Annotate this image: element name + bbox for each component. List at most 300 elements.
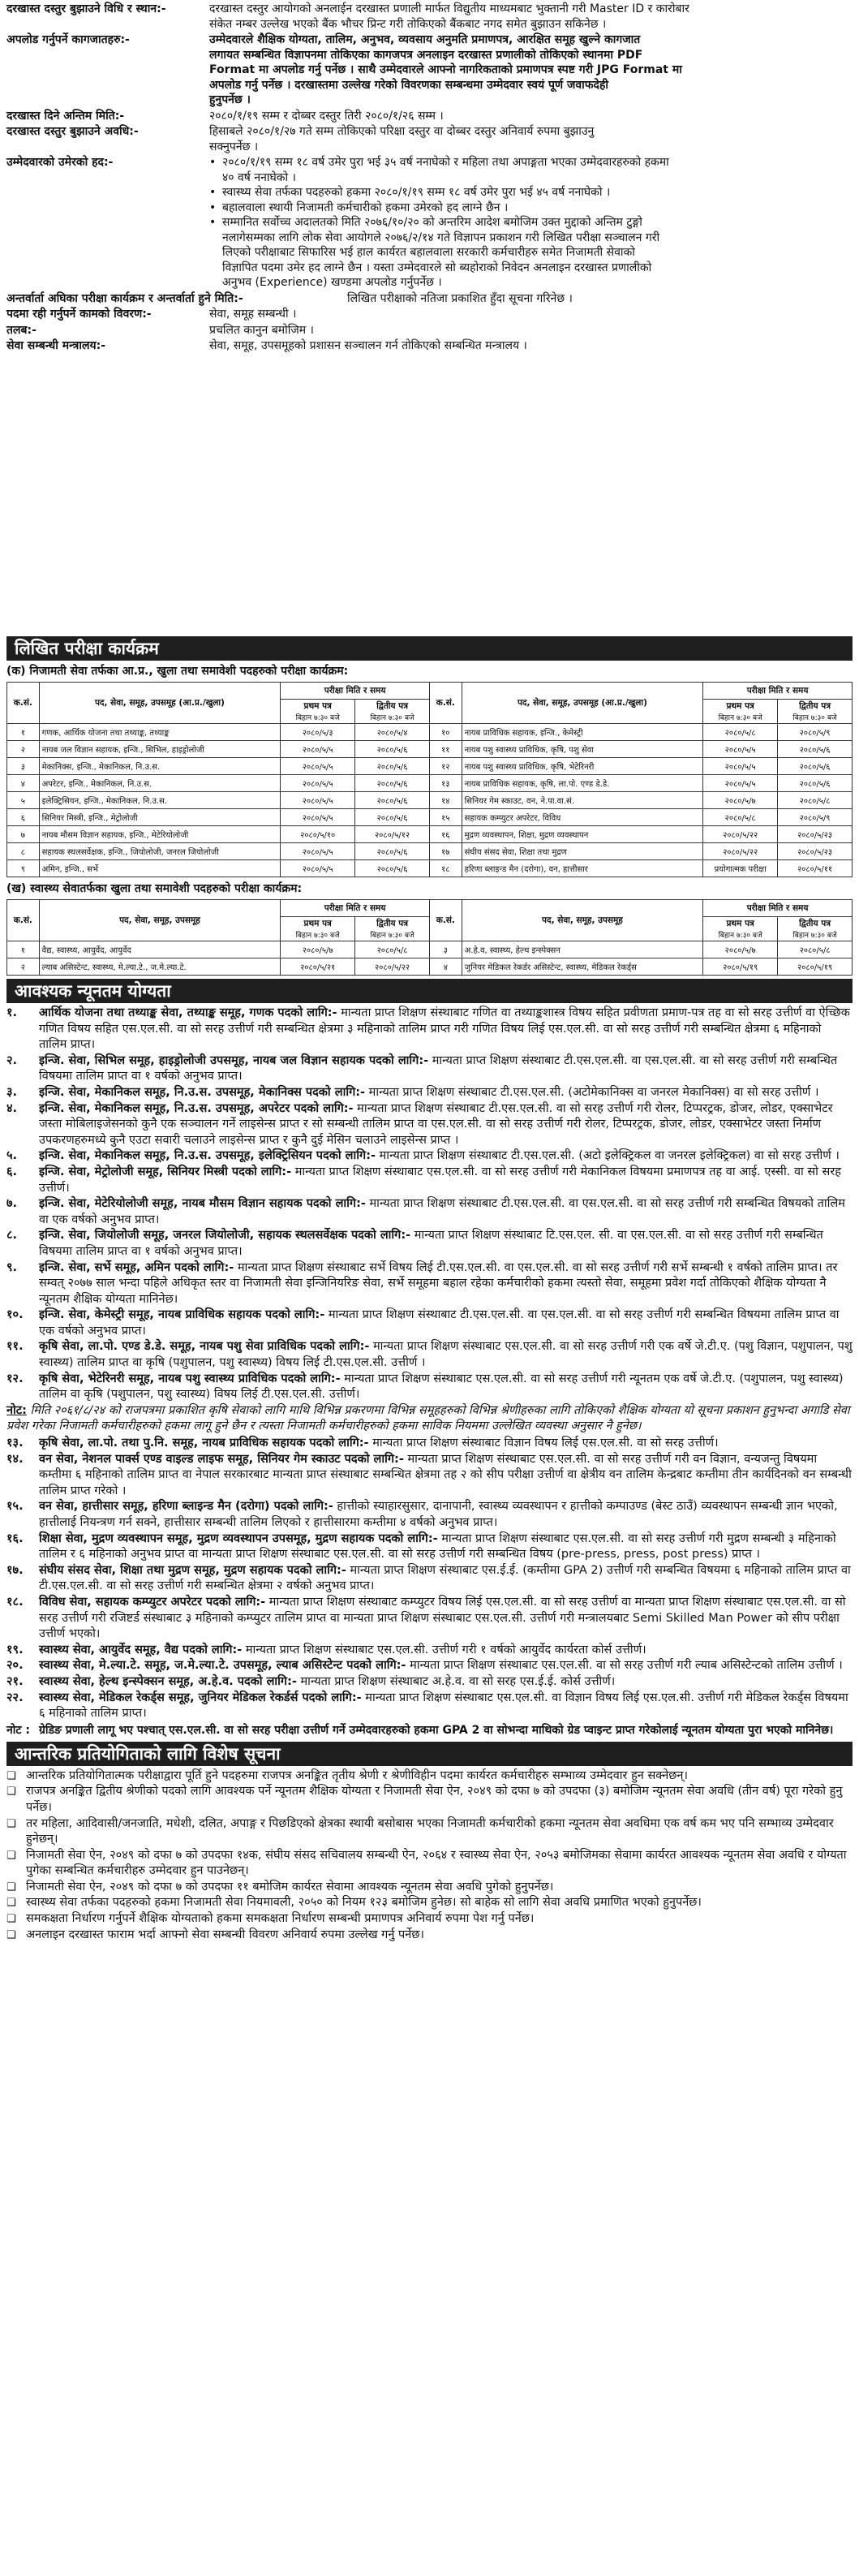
- list-item: लिएको परीक्षाबाट सिफारिस भई हाल कार्यरत बहालवाला सरकारी कर्मचारीहरु समेत निजामती सेवाको: [222, 246, 635, 259]
- cell-sn: ९: [7, 860, 40, 877]
- cell-sn: ४: [429, 958, 462, 976]
- list-item: • सम्मानित सर्वोच्च अदालतको मिति २०७६/१०/२० को अन्तरिम आदेश बमोजिम उक्त मुद्दाको अन्तिम टुङ्गो: [209, 216, 642, 229]
- fee-period-line: सक्नुपर्नेछ ।: [209, 140, 259, 153]
- list-item: [6, 1816, 853, 1848]
- col-sn: क.सं.: [429, 683, 462, 724]
- cell-post: वैद्य, स्वास्थ्य, आयुर्वेद, आयुर्वेद: [39, 941, 281, 958]
- list-item: [6, 1895, 853, 1911]
- item-number: ५.: [6, 1149, 18, 1163]
- col-paper-2: द्वितीय पत्र बिहान ७:३० बजे: [778, 700, 853, 724]
- table-row: [7, 860, 853, 877]
- job-desc-value: सेवा, समूह सम्बन्धी ।: [209, 308, 297, 321]
- exam-table-b: [6, 899, 853, 976]
- item-text: [39, 1085, 853, 1101]
- exam-sub-a: (क) निजामती सेवा तर्फका आ.प्र., खुला तथा समावेशी पदहरुको परीक्षा कार्यक्रम:: [6, 665, 349, 678]
- item-number: १७.: [6, 1563, 24, 1577]
- cell-paper-2: २०८०/५/६: [355, 809, 430, 826]
- item-heading: इन्जि. सेवा, मेटेरियोलोजी समूह, नायब मौसम विज्ञान सहायक पदको लागि:-: [39, 1197, 366, 1211]
- table-row: [7, 792, 853, 809]
- item-number: ३.: [6, 1085, 18, 1099]
- cell-paper-1: २०८०/५/२२: [703, 843, 778, 860]
- cell-paper-2: २०८०/५/९: [778, 724, 853, 741]
- ministry-value: सेवा, समूह, उपसमूहको प्रशासन सञ्चालन गर्न तोकिएको सम्बन्धित मन्त्रालय ।: [209, 339, 527, 352]
- cell-paper-1: २०८०/५/२१: [281, 958, 355, 976]
- item-text: आन्तरिक प्रतियोगितात्मक परीक्षाद्वारा पूर्ति हुने पदहरुमा राजपत्र अनङ्कित तृतीय श्रेणी र श्रेणीविहीन पदमा कार्यरत कर्मचारीहरु सम्भाव्य उम्मेदवार हुन सक्नेछन्।: [26, 1768, 688, 1782]
- cell-paper-2: २०८०/५/६: [355, 843, 430, 860]
- list-item: [6, 1053, 853, 1085]
- grade-note: [6, 1722, 853, 1738]
- item-heading: कृषि सेवा, ला.पो. एण्ड डे.डे. समूह, नायब पशु सेवा प्राविधिक पदको लागि:-: [39, 1340, 370, 1354]
- item-heading: कृषि सेवा, ला.पो. तथा पु.नि. समूह, नायब प्राविधिक सहायक पदको लागि:-: [39, 1437, 369, 1450]
- table-row: [7, 843, 853, 860]
- cell-sn: ४: [7, 775, 40, 792]
- salary-value: प्रचलित कानुन बमोजिम ।: [209, 323, 314, 337]
- cell-post: अमिन, इन्जि., सर्भे: [39, 860, 281, 877]
- item-body: मान्यता प्राप्त शिक्षण संस्थाबाट कम्प्युटर विषय लिई एस.एल.सी. वा सो सरह उत्तीर्ण वा मान्यता प्राप्त शिक्षण संस्थाबाट एस.एल.सी. वा सो सरह उत्तीर्ण गरी रजिष्टर्ड संस्थाबाट ३ महिनाको कम्प्युटर तालिम प्राप्त वा मान्यता प्राप्त शिक्षण संस्थाबाट एस.एल.सी. उत्तीर्ण गरी मन्त्रालयबाट Semi Skilled Man Power को सीप परीक्षा उत्तीर्ण भएको।: [39, 1595, 846, 1641]
- table-row: [7, 724, 853, 741]
- upload-docs-line: उम्मेदवारले शैक्षिक योग्यता, तालिम, अनुभव, व्यवसाय अनुमति प्रमाणपत्र, आरक्षित समूह खुल्ने कागजात: [209, 33, 641, 46]
- item-number: १६.: [6, 1531, 24, 1545]
- item-heading: इन्जि. सेवा, केमेस्ट्री समूह, नायब प्राविधिक सहायक पदको लागि:-: [39, 1308, 325, 1322]
- cell-sn: ७: [7, 826, 40, 843]
- list-item: [6, 1784, 853, 1816]
- item-heading: इन्जि. सेवा, सिभिल समूह, हाइड्रोलोजी उपसमूह, नायब जल विज्ञान सहायक पदको लागि:-: [39, 1053, 429, 1067]
- item-body: हात्तीको स्याहारसुसार, दानापानी, स्वास्थ्य व्यवस्थापन र हात्तीको कम्पाउण्ड (बेस्ट ठाउँ) व्यवस्थापन सम्बन्धी ज्ञान भएको, हात्तीलाई नियन्त्रण गर्न सक्ने, हात्तीसार सम्बन्धी तालिम लिएको र हात्तीसारमा कम्तीमा ४ वर्षको अनुभव प्राप्त।: [39, 1500, 838, 1529]
- item-text: [39, 1436, 853, 1452]
- list-item: [6, 1595, 853, 1643]
- cell-post: सिनियर मिस्त्री, इन्जि., मेट्रोलोजी: [39, 809, 281, 826]
- cell-post: जुनियर मेडिकल रेकर्डर असिस्टेन्ट, स्वास्थ्य, मेडिकल रेकर्ड्स: [462, 958, 703, 976]
- upload-docs-label: अपलोड गर्नुपर्ने कागजातहरु:-: [6, 33, 130, 46]
- fee-period-label: दरखास्त दस्तुर बुझाउने अवधि:-: [6, 125, 139, 138]
- item-body: मान्यता प्राप्त शिक्षण संस्थाबाट टी.एस.एल.सी. (अटोमेकानिक्स वा जनरल मेकानिक्स) वा सो सरह उत्तीर्ण ।: [368, 1085, 819, 1099]
- item-text: [39, 1196, 853, 1228]
- cell-post: नायब पशु स्वास्थ्य प्राविधिक, कृषि, भेटेरिनरी: [462, 758, 703, 775]
- cell-paper-2: २०८०/५/१९: [778, 958, 853, 976]
- col-sn: क.सं.: [429, 900, 462, 941]
- item-number: २१.: [6, 1674, 24, 1688]
- col-post: पद, सेवा, समूह, उपसमूह: [462, 900, 703, 941]
- item-body: मान्यता प्राप्त शिक्षण संस्थाबाट टी.एस.एल.सी. वा एस.एल.सी. वा सो सरह उत्तीर्ण गरी सम्बन्धित विषयमा तालिम प्राप्त वा १ वर्षको अनुभव प्राप्त।: [39, 1053, 838, 1083]
- fee-method-line: संकेत नम्बर उल्लेख भएको बैंक भौचर प्रिन्ट गरी तोकिएको बैंकबाट नगद समेत बुझाउन सकिनेछ ।: [209, 17, 607, 31]
- col-date: परीक्षा मिति र समय: [281, 683, 430, 700]
- qualification-section-title: आवश्यक न्यूनतम योग्यता: [6, 979, 853, 1003]
- cell-paper-1: २०८०/५/५: [281, 758, 355, 775]
- cell-post: मेकानिक्स, इन्जि., मेकानिकल, नि.उ.स.: [39, 758, 281, 775]
- list-item: विज्ञापित पदमा उमेर हद लाग्ने छैन । यस्ता उम्मेदवारले सो ब्यहोराको निवेदन अनलाइन दरखास्त प्रणालीको: [222, 261, 652, 274]
- item-body: मान्यता प्राप्त शिक्षण संस्थाबाट टि.एस.एल. सी. वा एस.एल.सी. वा सो सरह उत्तीर्ण गरी सम्बन्धित विषयमा तालिम प्राप्त वा १ वर्षको अनुभव प्राप्त।: [39, 1229, 823, 1258]
- item-body: मान्यता प्राप्त शिक्षण संस्थाबाट सर्भे विषय लिई टी.एस.एल.सी. वा एस.एल.सी. वा सो सरह उत्तीर्ण गरी सर्भे सम्बन्धी १ वर्षको तालिम प्राप्त। तर सम्वत् २०७७ साल भन्दा पहिले अधिकृत स्तर वा निजामती सेवा इन्जिनियरिङ सेवा, सर्भे समूहमा बहाल रहेका कर्मचारीको हकमा त्यस्तो सेवा, समूहमा प्रवेश गर्दा तोकिएको शैक्षिक योग्यता नै न्यूनतम शैक्षिक योग्यता मानिनेछ।: [39, 1260, 838, 1306]
- col-sn: क.सं.: [7, 683, 40, 724]
- item-number: १२.: [6, 1372, 24, 1385]
- table-row: [7, 958, 853, 976]
- cell-sn: १: [7, 941, 40, 958]
- item-heading: संघीय संसद सेवा, शिक्षा तथा मुद्रण समूह, मुद्रण सहायक पदको लागि:-: [39, 1563, 346, 1577]
- list-item: [6, 1148, 853, 1165]
- cell-sn: १: [7, 724, 40, 741]
- cell-paper-1: प्रयोगात्मक परीक्षा: [703, 860, 778, 877]
- item-heading: विविध सेवा, सहायक कम्प्युटर अपरेटर पदको लागि:-: [39, 1595, 266, 1609]
- list-item: [6, 1691, 853, 1722]
- item-text: [39, 1053, 853, 1085]
- item-number: ४.: [6, 1101, 18, 1115]
- interview-label: अन्तर्वार्ता अघिका परीक्षा कार्यक्रम र अन्तर्वार्ता हुने मिति:-: [6, 291, 243, 305]
- age-limit-label: उम्मेदवारको उमेरको हद:-: [6, 156, 114, 169]
- item-number: १३.: [6, 1437, 24, 1450]
- cell-paper-2: २०८०/५/८: [355, 941, 430, 958]
- item-body: मान्यता प्राप्त शिक्षण संस्थाबाट अ.हे.व. वा सो सरह एस.ई.ई. कोर्स उत्तीर्ण।: [300, 1674, 616, 1688]
- item-text: [39, 1307, 853, 1339]
- upload-docs-row: [6, 32, 853, 108]
- table-row: [7, 775, 853, 792]
- list-item: • बहालवाला स्थायी निजामती कर्मचारीको हकमा उमेरको हद लाग्ने छैन ।: [209, 200, 509, 214]
- checkbox-bullet-icon: ❏: [6, 1880, 16, 1893]
- item-body: मान्यता प्राप्त शिक्षण संस्थाबाट एस.एल.सी. वा सो सरह उत्तीर्ण गरी मुद्रण सम्बन्धी ३ महिनाको तालिम र ६ महिनाको अनुभव प्राप्त वा मान्यता प्राप्त शिक्षण संस्थाबाट एस.एल.सी. वा सो सरह उत्तीर्ण गरी सम्बन्धित विषय (pre-press, press, post press) प्राप्त ।: [39, 1531, 836, 1562]
- cell-paper-1: २०८०/५/१९: [703, 958, 778, 976]
- cell-paper-2: २०८०/५/६: [355, 741, 430, 758]
- list-item: [6, 1658, 853, 1674]
- col-sn: क.सं.: [7, 900, 40, 941]
- cell-paper-1: २०८०/५/५: [703, 775, 778, 792]
- upload-docs-line: लगायत सम्बन्धित विज्ञापनमा तोकिएका कागजपत्र अनलाइन दरखास्त प्रणालीको तोकिएको स्थानमा PDF: [209, 48, 643, 62]
- cell-post: अ.हे.व, स्वास्थ्य, हेल्थ इन्स्पेक्सन: [462, 941, 703, 958]
- cell-post: इलेक्ट्रिसियन, इन्जि., मेकानिकल, नि.उ.स.: [39, 792, 281, 809]
- item-text: [39, 1674, 853, 1691]
- cell-paper-1: २०८०/५/५: [703, 758, 778, 775]
- item-text: निजामती सेवा ऐन, २०४९ को दफा ७ को उपदफा १४क, संघीय संसद सचिवालय सम्बन्धी ऐन, २०६४ र स्वास्थ्य सेवा ऐन, २०५३ बमोजिमका सेवामा कार्यरत आवश्यक न्यूनतम सेवा अवधि र योग्यता पुगेका सम्बन्धित कर्मचारीहरु उम्मेदवार हुन पाउनेछन्।: [26, 1848, 847, 1878]
- list-item: [6, 1531, 853, 1563]
- item-body: मान्यता प्राप्त शिक्षण संस्थाबाट विज्ञान विषय लिई एस.एल.सी. वा सो सरह उत्तीर्ण।: [372, 1437, 719, 1450]
- col-paper-2: द्वितीय पत्र बिहान ७:३० बजे: [355, 700, 430, 724]
- table-row: [7, 741, 853, 758]
- cell-paper-2: २०८०/५/६: [355, 775, 430, 792]
- item-text: [39, 1499, 853, 1531]
- item-number: ११.: [6, 1340, 24, 1354]
- item-body: मान्यता प्राप्त शिक्षण संस्थाबाट गणित वा तथ्याङ्कशास्त्र विषय सहित प्रवीणता प्रमाण-पत्र तह वा सो सरह उत्तीर्ण वा ऐच्छिक गणित विषय सहित एस.एल.सी. वा सो सरह उत्तीर्ण गरी सम्बन्धित क्षेत्रमा ३ महिनाको तालिम प्राप्त गरी गणित विषय लिई एस.एल.सी. वा सो सरह उत्तीर्ण गरी सम्बन्धित क्षेत्रमा ६ महिनाको तालिम प्राप्त।: [39, 1006, 850, 1052]
- item-body: मान्यता प्राप्त शिक्षण संस्थाबाट टी.एस.एल.सी. वा सो सरह उत्तीर्ण गरी रोलर, टिप्परट्रक, डोजर, लोडर, एक्साभेटर जस्ता मोबिलाइजेसनको कुनै एक सञ्चालन गर्ने लाइसेन्स प्राप्त र सो सम्बन्धी तालिम प्राप्त वा एस.एल.सी. वा सो सरह उत्तीर्ण गरी रोलर, टिप्परट्रक, डोजर, लोडर, एक्साभेटर जस्ता निर्माण उपकरणहरुमध्ये कुनै एउटा सवारी चलाउने लाइसेन्स प्राप्त र कुनै दुई मेसिन चलाउने लाइसेन्स प्राप्त ।: [39, 1101, 833, 1147]
- list-item: [6, 1339, 853, 1371]
- item-text: [39, 1595, 853, 1643]
- table-row: [7, 758, 853, 775]
- fee-method-line: दरखास्त दस्तुर आयोगको अनलाईन दरखास्त प्रणाली मार्फत विद्युतीय माध्यमबाट भुक्तानी गरी Master ID र कारोबार: [209, 2, 689, 15]
- table-row: [7, 941, 853, 958]
- item-text: [39, 1531, 853, 1563]
- item-body: मान्यता प्राप्त शिक्षण संस्थाबाट एस.एल.सी. वा सो सरह उत्तीर्ण गरी वन विज्ञान, वन्यजन्तु विषयमा कम्तीमा ६ महिनाको तालिम प्राप्त वा नेपाल सरकारबाट मान्यता प्राप्त संस्थाबाट सम्बन्धित क्षेत्रमा तह २ को सीप परीक्षा उत्तीर्ण वा क्षेत्रीय वन तालिम केन्द्रबाट कम्तीमा तीन कार्यदिनको वन सम्बन्धी तालिम प्राप्त गरेको ।: [39, 1452, 852, 1497]
- item-number: १४.: [6, 1452, 24, 1466]
- cell-post: ल्याब असिस्टेन्ट, स्वास्थ्य, मे.ल्या.टे., ज.मे.ल्या.टे.: [39, 958, 281, 976]
- col-paper-1: प्रथम पत्र बिहान ७:३० बजे: [703, 917, 778, 941]
- item-number: २२.: [6, 1691, 24, 1704]
- cell-post: सहायक स्थलसर्वेक्षक, इन्जि., जियोलोजी, जनरल जियोलोजी: [39, 843, 281, 860]
- list-item: [6, 1452, 853, 1500]
- ministry-row: [6, 338, 853, 354]
- checkbox-bullet-icon: ❏: [6, 1913, 16, 1926]
- cell-paper-2: २०८०/५/२३: [778, 843, 853, 860]
- cell-paper-1: २०८०/५/७: [703, 941, 778, 958]
- item-text: [39, 1339, 853, 1371]
- cell-paper-1: २०८०/५/५: [281, 741, 355, 758]
- col-date: परीक्षा मिति र समय: [703, 683, 853, 700]
- ministry-label: सेवा सम्बन्धी मन्त्रालय:-: [6, 339, 106, 352]
- deadline-value: २०८०/१/१९ सम्म र दोब्बर दस्तुर तिरी २०८०/१/२६ सम्म ।: [209, 109, 444, 123]
- cell-paper-2: २०८०/५/६: [355, 792, 430, 809]
- deadline-label: दरखास्त दिने अन्तिम मिति:-: [6, 109, 125, 123]
- cell-paper-1: २०८०/५/५: [281, 775, 355, 792]
- cell-paper-2: २०८०/५/१२: [355, 826, 430, 843]
- item-text: [39, 1643, 853, 1659]
- col-date: परीक्षा मिति र समय: [703, 900, 853, 917]
- checkbox-bullet-icon: ❏: [6, 1928, 16, 1941]
- list-item: [6, 1436, 853, 1452]
- item-heading: वन सेवा, हात्तीसार समूह, हरिणा ब्लाइन्ड मैन (दरोगा) पदको लागि:-: [39, 1500, 333, 1514]
- item-number: १९.: [6, 1643, 24, 1656]
- cell-paper-2: २०८०/५/८: [778, 792, 853, 809]
- special-section-title: आन्तरिक प्रतियोगिताको लागि विशेष सूचना: [6, 1742, 853, 1766]
- cell-paper-2: २०८०/५/८: [778, 941, 853, 958]
- item-number: १८.: [6, 1595, 24, 1609]
- list-item: [6, 1880, 853, 1896]
- cell-paper-2: २०८०/५/११: [778, 860, 853, 877]
- cell-paper-2: २०८०/५/६: [355, 758, 430, 775]
- item-heading: कृषि सेवा, भेटेरिनरी समूह, नायब पशु स्वास्थ्य प्राविधिक पदको लागि:-: [39, 1372, 341, 1385]
- fee-period-row: [6, 124, 853, 154]
- cell-paper-1: २०८०/५/५: [281, 860, 355, 877]
- cell-sn: ८: [7, 843, 40, 860]
- cell-post: संघीय संसद सेवा, शिक्षा तथा मुद्रण: [462, 843, 703, 860]
- list-item: [6, 1499, 853, 1531]
- cell-paper-1: २०८०/५/२२: [703, 826, 778, 843]
- cell-post: नायब जल विज्ञान सहायक, इन्जि., सिभिल, हाइड्रोलोजी: [39, 741, 281, 758]
- cell-sn: १०: [429, 724, 462, 741]
- checkbox-bullet-icon: ❏: [6, 1817, 16, 1830]
- col-paper-1: प्रथम पत्र बिहान ७:३० बजे: [703, 700, 778, 724]
- item-body: मान्यता प्राप्त शिक्षण संस्थाबाट टी.एस.एल.सी. (अटो इलेक्ट्रिकल वा जनरल इलेक्ट्रिकल) वा सो सरह उत्तीर्ण ।: [379, 1149, 840, 1163]
- age-limit-list: [209, 155, 853, 291]
- cell-paper-1: २०८०/५/३: [281, 724, 355, 741]
- agriculture-note: [6, 1403, 853, 1435]
- item-number: १०.: [6, 1308, 24, 1322]
- cell-paper-1: २०८०/५/७: [281, 941, 355, 958]
- item-text: [39, 1148, 853, 1165]
- col-paper-1: प्रथम पत्र बिहान ७:३० बजे: [281, 917, 355, 941]
- cell-post: सिनियर गेम स्काउट, वन, ने.पा.वा.सं.: [462, 792, 703, 809]
- deadline-row: [6, 109, 853, 124]
- cell-post: अपरेटर, इन्जि., मेकानिकल, नि.उ.स.: [39, 775, 281, 792]
- salary-row: [6, 323, 853, 338]
- cell-paper-2: २०८०/५/९: [778, 809, 853, 826]
- item-heading: शिक्षा सेवा, मुद्रण व्यवस्थापन समूह, मुद्रण व्यवस्थापन उपसमूह, मुद्रण सहायक पदको लागि:-: [39, 1531, 438, 1545]
- exam-section-title: लिखित परीक्षा कार्यक्रम: [6, 636, 853, 661]
- cell-sn: १८: [429, 860, 462, 877]
- cell-sn: १५: [429, 809, 462, 826]
- item-heading: स्वास्थ्य सेवा, हेल्थ इन्स्पेक्सन समूह, अ.हे.व. पदको लागि:-: [39, 1674, 297, 1688]
- cell-sn: १२: [429, 758, 462, 775]
- list-item: [6, 1085, 853, 1101]
- item-heading: इन्जि. सेवा, सर्भे समूह, अमिन पदको लागि:-: [39, 1260, 234, 1274]
- cell-paper-2: २०८०/५/४: [355, 724, 430, 741]
- item-body: मान्यता प्राप्त शिक्षण संस्थाबाट एस.एल.सी. वा सो सरह उत्तीर्ण गरी एक वर्षे जे.टी.ए. (पशु विज्ञान, पशुपालन, पशु स्वास्थ्य) तालिम प्राप्त वा कृषि (पशुपालन, पशु स्वास्थ्य) विषय लिई टी.एस.एल.सी. उत्तीर्ण ।: [39, 1340, 853, 1370]
- upload-docs-line: हुनुपर्नेछ ।: [209, 93, 251, 106]
- cell-paper-1: २०८०/५/७: [703, 792, 778, 809]
- item-heading: स्वास्थ्य सेवा, आयुर्वेद समूह, वैद्य पदको लागि:-: [39, 1643, 243, 1656]
- cell-paper-1: २०८०/५/५: [281, 792, 355, 809]
- list-item: [6, 1563, 853, 1595]
- item-text: [39, 1101, 853, 1149]
- cell-post: हरिणा ब्लाइन्ड मैन (दरोगा), वन, हात्तीसार: [462, 860, 703, 877]
- item-text: राजपत्र अनङ्कित द्वितीय श्रेणीको पदको लागि आवश्यक पर्ने न्यूनतम शैक्षिक योग्यता र निजामती सेवा ऐन, २०४९ को दफा ७ को उपदफा (३) बमोजिम न्यूनतम सेवा अवधि (तीन वर्ष) पूरा गरेको हुनु पर्नेछ।: [26, 1785, 843, 1814]
- item-heading: आर्थिक योजना तथा तथ्याङ्क सेवा, तथ्याङ्क समूह, गणक पदको लागि:-: [39, 1006, 337, 1019]
- upload-docs-line: अपलोड गर्नु पर्नेछ । दरखास्तमा उल्लेख गरेको विवरणका सम्बन्धमा उम्मेदवार स्वयं पूर्ण जवाफदेही: [209, 78, 609, 92]
- cell-sn: १३: [429, 775, 462, 792]
- col-post: पद, सेवा, समूह, उपसमूह (आ.प्र./खुला): [462, 683, 703, 724]
- job-desc-row: [6, 307, 853, 322]
- cell-paper-1: २०८०/५/५: [703, 741, 778, 758]
- table-header-row: [7, 900, 853, 917]
- cell-paper-2: २०८०/५/६: [355, 860, 430, 877]
- checkbox-bullet-icon: ❏: [6, 1769, 16, 1782]
- item-text: समकक्षता निर्धारण गर्नुपर्ने शैक्षिक योग्यताको हकमा समकक्षता निर्धारण सम्बन्धी प्रमाणपत्र अनिवार्य रुपमा पेश गर्नु पर्नेछ।: [26, 1912, 535, 1926]
- cell-post: गणक, आर्थिक योजना तथा तथ्याङ्क, तथ्याङ्क: [39, 724, 281, 741]
- checkbox-bullet-icon: ❏: [6, 1849, 16, 1862]
- item-body: मान्यता प्राप्त शिक्षण संस्थाबाट एस.एल.सी. वा सो सरह उत्तीर्ण गरी मेकानिकल विषयमा प्रमाणपत्र तह वा आई. एस्सी. वा सो सरह उत्तीर्ण।: [39, 1165, 841, 1195]
- cell-paper-1: २०८०/५/१०: [281, 826, 355, 843]
- fee-period-line: हिसाबले २०८०/१/२७ गते सम्म तोकिएको परिक्षा दस्तुर वा दोब्बर दस्तुर अनिवार्य रुपमा बुझाउनु: [209, 125, 595, 138]
- cell-paper-2: २०८०/५/६: [778, 758, 853, 775]
- cell-paper-2: २०८०/५/२३: [778, 826, 853, 843]
- qualification-list: [6, 1006, 853, 1722]
- cell-post: नायब पशु स्वास्थ्य प्राविधिक, कृषि, पशु सेवा: [462, 741, 703, 758]
- col-post: पद, सेवा, समूह, उपसमूह (आ.प्र./खुला): [39, 683, 281, 724]
- item-number: ६.: [6, 1165, 18, 1178]
- cell-sn: १६: [429, 826, 462, 843]
- list-item: [6, 1228, 853, 1260]
- salary-label: तलब:-: [6, 323, 37, 337]
- list-item: [6, 1911, 853, 1928]
- col-paper-2: द्वितीय पत्र बिहान ७:३० बजे: [355, 917, 430, 941]
- list-item: [6, 1165, 853, 1196]
- item-body: मान्यता प्राप्त शिक्षण संस्थाबाट टी.एस.एल.सी. वा एस.एल.सी. वा सो सरह उत्तीर्ण गरी सम्बन्धित विषयको तालिम वा एक वर्षको अनुभव प्राप्त।: [39, 1197, 845, 1226]
- col-post: पद, सेवा, समूह, उपसमूह: [39, 900, 281, 941]
- col-date: परीक्षा मिति र समय: [281, 900, 430, 917]
- cell-sn: ५: [7, 792, 40, 809]
- table-header-row: [7, 683, 853, 700]
- table-row: [7, 809, 853, 826]
- cell-sn: २: [7, 958, 40, 976]
- list-item: [6, 1928, 853, 1944]
- cell-sn: ३: [429, 941, 462, 958]
- list-item: [6, 1848, 853, 1880]
- list-item: ४० वर्ष ननाघेको ।: [222, 170, 296, 184]
- list-item: [6, 1768, 853, 1785]
- item-text: [39, 1452, 853, 1500]
- item-text: [39, 1658, 853, 1674]
- cell-sn: २: [7, 741, 40, 758]
- list-item: [6, 1674, 853, 1691]
- col-paper-1: प्रथम पत्र बिहान ७:३० बजे: [281, 700, 355, 724]
- grade-note-label: नोट :: [6, 1723, 30, 1737]
- item-number: १५.: [6, 1500, 24, 1514]
- item-body: मान्यता प्राप्त शिक्षण संस्थाबाट टी.एस.एल.सी. वा एस.एल.सी. वा सो सरह उत्तीर्ण गरी सम्बन्धित विषयमा तालिम प्राप्त वा एक वर्षको अनुभव प्राप्त।: [39, 1308, 840, 1338]
- col-paper-2: द्वितीय पत्र बिहान ७:३० बजे: [778, 917, 853, 941]
- item-body: मान्यता प्राप्त शिक्षण संस्थाबाट एस.ई.ई. (कम्तीमा GPA 2) उत्तीर्ण गरी सम्बन्धित विषयमा ६ महिनाको तालिम प्राप्त वा टी.एस.एल.सी. वा सो सरह उत्तीर्ण गरी सम्बन्धित क्षेत्रमा २ वर्षको अनुभव प्राप्त।: [39, 1563, 851, 1593]
- note-label: नोट:: [6, 1403, 27, 1417]
- item-heading: स्वास्थ्य सेवा, मेडिकल रेकर्ड्स समूह, जुनियर मेडिकल रेकर्डर्स पदको लागि:-: [39, 1691, 362, 1704]
- item-number: ७.: [6, 1197, 18, 1211]
- checkbox-bullet-icon: ❏: [6, 1786, 16, 1798]
- special-list: [6, 1768, 853, 1944]
- item-number: १.: [6, 1006, 18, 1019]
- interview-value: लिखित परीक्षाको नतिजा प्रकाशित हुँदा सूचना गरिनेछ ।: [347, 291, 573, 305]
- grade-note-text: ग्रेडिङ प्रणाली लागू भए पश्चात् एस.एल.सी. वा सो सरह परीक्षा उत्तीर्ण गर्ने उम्मेदवारहरुको हकमा GPA 2 वा सोभन्दा माथिको ग्रेड प्वाइन्ट प्राप्त गरेकोलाई न्यूनतम योग्यता पुरा भएको मानिनेछ।: [39, 1723, 834, 1737]
- item-number: ९.: [6, 1260, 18, 1274]
- list-item: [6, 1372, 853, 1403]
- cell-post: नायब प्राविधिक सहायक, कृषि, ला.पो. एण्ड डे.डे.: [462, 775, 703, 792]
- cell-sn: १७: [429, 843, 462, 860]
- upload-docs-line: Format मा अपलोड गर्नु पर्नेछ । साथै उम्मेदवारले आफ्नो नागरिकताको प्रमाणपत्र स्पष्ट गरी JPG Format मा: [209, 63, 682, 76]
- item-heading: वन सेवा, नेशनल पार्क्स एण्ड वाइल्ड लाइफ समूह, सिनियर गेम स्काउट पदको लागि:-: [39, 1452, 404, 1466]
- item-text: अनलाइन दरखास्त फाराम भर्दा आफ्नो सेवा सम्बन्धी विवरण अनिवार्य रुपमा उल्लेख गर्नु पर्नेछ।: [26, 1928, 424, 1941]
- list-item: [6, 1101, 853, 1149]
- list-item: [6, 1196, 853, 1228]
- item-number: २०.: [6, 1659, 24, 1673]
- interview-row: [6, 291, 853, 307]
- cell-paper-1: २०८०/५/५: [281, 843, 355, 860]
- item-body: मान्यता प्राप्त शिक्षण संस्थाबाट एस.एल.सी. वा विज्ञान विषय लिई एस.एल.सी. उत्तीर्ण गरी मेडिकल रेकर्ड्स विषयमा ६ महिनाको तालिम प्राप्त।: [39, 1691, 848, 1721]
- list-item: • २०८०/१/१९ सम्म १८ वर्ष उमेर पुरा भई ३५ वर्ष ननाघेको र महिला तथा अपाङ्गता भएका उम्मेदवारहरुको हकमा: [209, 156, 669, 169]
- cell-post: नायब प्राविधिक सहायक, इन्जि., केमेस्ट्री: [462, 724, 703, 741]
- cell-post: मुद्रण व्यवस्थापन, शिक्षा, मुद्रण व्यवस्थापन: [462, 826, 703, 843]
- item-number: २.: [6, 1053, 18, 1067]
- list-item: [6, 1260, 853, 1308]
- item-heading: इन्जि. सेवा, जियोलोजी समूह, जनरल जियोलोजी, सहायक स्थलसर्वेक्षक पदको लागि:-: [39, 1229, 411, 1243]
- age-limit-row: [6, 155, 853, 291]
- item-number: ८.: [6, 1229, 18, 1243]
- fee-method-label: दरखास्त दस्तुर बुझाउने विधि र स्थान:-: [6, 2, 166, 15]
- cell-post: सहायक कम्प्युटर अपरेटर, विविध: [462, 809, 703, 826]
- list-item: नलागेसम्मका लागि लोक सेवा आयोगले २०७६/२/१४ गते विज्ञापन प्रकाशन गरी लिखित परीक्षा सञ्चालन गरी: [222, 230, 660, 244]
- list-item: [6, 1006, 853, 1053]
- cell-paper-1: २०८०/५/८: [703, 724, 778, 741]
- item-text: तर महिला, आदिवासी/जनजाति, मधेशी, दलित, अपाङ्ग र पिछडिएको क्षेत्रका स्थायी बसोबास भएका निजामती कर्मचारीको हकमा न्यूनतम सेवा अवधिमा एक वर्ष कम भए पनि सम्भाव्य उम्मेदवार हुनेछन्।: [26, 1816, 834, 1846]
- note-text: मिति २०६१/८/२४ को राजपत्रमा प्रकाशित कृषि सेवाको लागि माथि विभिन्न प्रकरणमा विभिन्न समूहहरुको विभिन्न श्रेणीहरुका लागि तोकिएको शैक्षिक योग्यता यो सूचना प्रकाशन हुनुभन्दा अगाडि सेवा प्रवेश गरेका निजामती कर्मचारीहरुको हकमा लागू हुने छैन र त्यस्ता निजामती कर्मचारीहरुको हकमा साविक नियममा उल्लेखित व्यवस्था अनुसार नै हुनेछ।: [6, 1403, 850, 1433]
- cell-paper-2: २०८०/५/६: [778, 775, 853, 792]
- item-heading: इन्जि. सेवा, मेकानिकल समूह, नि.उ.स. उपसमूह, अपरेटर पदको लागि:-: [39, 1101, 354, 1115]
- job-desc-label: पदमा रही गर्नुपर्ने कामको विवरण:-: [6, 308, 152, 321]
- item-text: [39, 1006, 853, 1053]
- list-item: [6, 1643, 853, 1659]
- header-info: [6, 2, 853, 633]
- fee-method-row: [6, 2, 853, 32]
- item-body: मान्यता प्राप्त शिक्षण संस्थाबाट एस.एल.सी. उत्तीर्ण गरी १ वर्षको आयुर्वेद कार्यरता कोर्स उत्तीर्ण।: [245, 1643, 646, 1656]
- cell-sn: ११: [429, 741, 462, 758]
- cell-paper-1: २०८०/५/८: [703, 809, 778, 826]
- exam-sub-b: (ख) स्वास्थ्य सेवातर्फका खुला तथा समावेशी पदहरुको परीक्षा कार्यक्रम:: [6, 882, 303, 895]
- cell-sn: १४: [429, 792, 462, 809]
- item-text: [39, 1260, 853, 1308]
- cell-sn: ३: [7, 758, 40, 775]
- cell-paper-1: २०८०/५/५: [281, 809, 355, 826]
- item-body: मान्यता प्राप्त शिक्षण संस्थाबाट एस.एल.सी. वा सो सरह उत्तीर्ण गरी ल्याब असिस्टेन्टको तालिम उत्तीर्ण ।: [410, 1659, 843, 1673]
- cell-paper-2: २०८०/५/२२: [355, 958, 430, 976]
- list-item: [6, 1307, 853, 1339]
- item-text: [39, 1691, 853, 1722]
- item-text: [39, 1228, 853, 1260]
- item-body: मान्यता प्राप्त शिक्षण संस्थाबाट एस.एल.सी. वा सो सरह उत्तीर्ण गरी न्यूनतम एक वर्षे जे.टी.ए. (पशुपालन, पशु स्वास्थ्य) तालिम वा कृषि (पशुपालन, पशु स्वास्थ्य) विषय लिई टी.एस.एल.सी. उत्तीर्ण।: [39, 1372, 844, 1402]
- item-heading: इन्जि. सेवा, मेकानिकल समूह, नि.उ.स. उपसमूह, इलेक्ट्रिसियन पदको लागि:-: [39, 1149, 376, 1163]
- list-item: अनुभव (Experience) खण्डमा अपलोड गर्नुपर्नेछ ।: [222, 276, 442, 289]
- item-text: [39, 1165, 853, 1196]
- exam-table-a: [6, 682, 853, 877]
